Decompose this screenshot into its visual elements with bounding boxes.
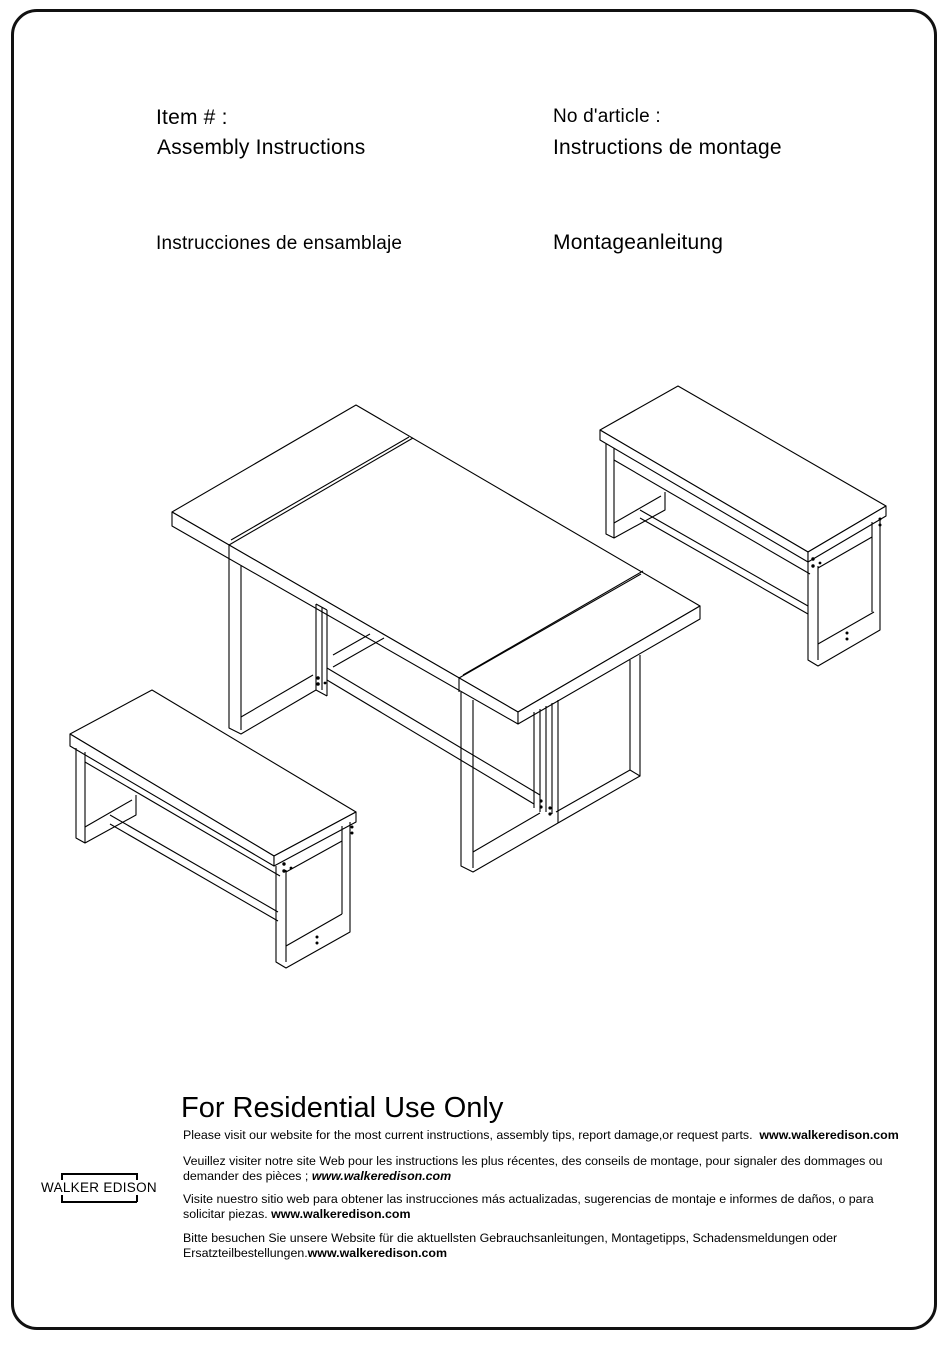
footer-french-text: Veuillez visiter notre site Web pour les instructions les plus récentes, des conseils de montage, pour signaler des dommages ou demander des pièces ; bbox=[183, 1154, 883, 1183]
footer-german-text: Bitte besuchen Sie unsere Website für die aktuellsten Gebrauchsanleitungen, Montagetipps, Schadensmeldungen oder Ersatzteilbestellungen. bbox=[183, 1231, 838, 1260]
logo-text: WALKER EDISON bbox=[41, 1180, 157, 1195]
walker-edison-logo bbox=[40, 1173, 158, 1203]
item-number-label-fr: No d'article : bbox=[553, 106, 661, 127]
footer-french bbox=[183, 1154, 913, 1184]
left-bench-drawing bbox=[70, 690, 356, 968]
title-german: Montageanleitung bbox=[553, 231, 724, 254]
footer-spanish-text: Visite nuestro sitio web para obtener las instrucciones más actualizadas, sugerencias de montaje e informes de daños, o para solicitar piezas. bbox=[183, 1192, 874, 1221]
residential-use-heading: For Residential Use Only bbox=[181, 1092, 504, 1124]
footer-french-url[interactable]: www.walkeredison.com bbox=[311, 1169, 452, 1183]
footer-german-url[interactable]: www.walkeredison.com bbox=[307, 1246, 447, 1260]
title-english: Assembly Instructions bbox=[157, 136, 366, 159]
footer-english bbox=[183, 1128, 913, 1143]
title-spanish: Instrucciones de ensamblaje bbox=[156, 233, 403, 254]
footer-spanish bbox=[183, 1192, 913, 1222]
footer-english-url[interactable]: www.walkeredison.com bbox=[759, 1128, 899, 1142]
footer-german bbox=[183, 1231, 913, 1261]
footer-spanish-url[interactable]: www.walkeredison.com bbox=[271, 1207, 411, 1221]
item-number-label-en: Item # : bbox=[156, 106, 228, 129]
footer-english-text: Please visit our website for the most current instructions, assembly tips, report damage,or request parts. bbox=[183, 1128, 753, 1142]
title-french: Instructions de montage bbox=[553, 136, 782, 159]
